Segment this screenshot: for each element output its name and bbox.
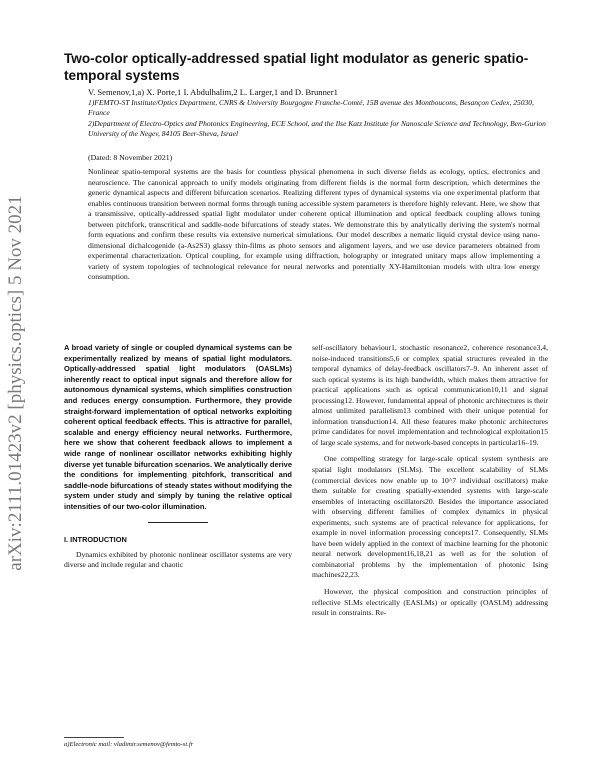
separator-rule [148,522,208,523]
body-paragraph: self-oscillatory behaviour1, stochastic resonance2, coherence resonance3,4, noise-induced transitions5,6 or complex spatial structures revealed in the temporal dynamics of delay-feedback oscillators7–9. An inherent asset of such optical systems is its high bandwidth, which makes them attractive for practical applications such as optical communication10,11 and signal processing12. However, fundamental appeal of photonic architectures is their almost unlimited parallelism13 combined with their unique potential for information transduction14. All these features make photonic architectures prime candidates for novel implementation and technological exploitation15 of large scale systems, and for network-based concepts in particular16–19. [312,343,548,447]
paper-title: Two-color optically-addressed spatial light modulator as generic spatio-temporal systems [64,51,529,83]
section-heading: I. INTRODUCTION [64,534,127,544]
left-column [64,343,292,571]
right-column [312,343,548,625]
author-list: V. Semenov,1,a) X. Porte,1 I. Abdulhalim,2 L. Larger,1 and D. Brunner1 [88,87,338,97]
body-paragraph: However, the physical composition and construction principles of reflective SLMs electrically (EASLMs) or optically (OASLM) addressing result in constraints. Re- [312,587,548,618]
intro-paragraph: Dynamics exhibited by photonic nonlinear oscillator systems are very diverse and include regular and chaotic [64,549,292,570]
affiliations [88,98,548,139]
date-line: (Dated: 8 November 2021) [88,153,173,162]
body-paragraph: One compelling strategy for large-scale optical system synthesis are spatial light modulators (SLMs). The excellent scalability of SLMs (commercial devices now enable up to 10^7 individual oscillators) make them suitable for creating spatially-extended systems with large-scale ensembles of interacting oscillators20. Besides the importance associated with observing different families of complex dynamics in physical experiments, such systems are of practical relevance for applications, for example in novel information processing concepts17. Consequently, SLMs have been widely applied in the context of machine learning for the photonic neural network development16,18,21 as well as for the solution of combinatorial problems by the implementation of photonic Ising machines22,23. [312,454,548,580]
affiliation-1: 1)FEMTO-ST Institute/Optics Department, CNRS & University Bourgogne Franche-Comté, 15B avenue des Montboucons, Besançon Cedex, 25030, France [88,98,534,118]
affiliation-2: 2)Department of Electro-Optics and Photonics Engineering, ECE School, and the Ilse Katz Institute for Nanoscale Science and Technology, Ben-Gurion University of the Negev, 84105 Beer-Sheva, Israel [88,118,546,138]
footnote: a)Electronic mail: vladimir.semenov@femto-st.fr [64,741,194,748]
lead-paragraph: A broad variety of single or coupled dynamical systems can be experimentally realized by means of spatial light modulators. Optically-addressed spatial light modulators (OASLMs) inherently react to optical input signals and therefore allow for autonomous dynamical systems, which simplifies construction and reduces energy consumption. Furthermore, they provide straight-forward implementation of optical networks exploiting coherent optical feedback effects. This is attractive for parallel, scalable and energy efficiency neural networks. Furthermore, here we show that coherent feedback allows to implement a wide range of nonlinear oscillator networks exhibiting highly diverse yet tunable bifurcation scenarios. We analytically derive the conditions for implementing pitchfork, transcritical and saddle-node bifurcations of steady states without modifying the system under study and simply by tuning the relative optical intensities of our two-color illumination. [64,343,292,511]
abstract: Nonlinear spatio-temporal systems are the basis for countless physical phenomena in such diverse fields as ecology, optics, electronics and neuroscience. The canonical approach to unify models originating from different fields is the normal form description, which determines the generic dynamical aspects and different bifurcation scenarios. Realizing different types of dynamical systems via one experimental platform that enables continuous transition between normal forms through tuning accessible system parameters is therefore highly relevant. Here, we show that a transmissive, optically-addressed spatial light modulator under coherent optical illumination and optical feedback coupling allows tuning between pitchfork, transcritical and saddle-node bifurcations of steady states. We demonstrate this by analytically deriving the system's normal form equations and confirm these results via extensive numerical simulations. Our model describes a nematic liquid crystal device using nano-dimensional dichalcogenide (a-As2S3) glassy thin-films as photo sensors and alignment layers, and we use device parameters obtained from experimental characterization. Optical coupling, for example using diffraction, holography or integrated unitary maps allow implementing a variety of system topologies of technological relevance for neural networks and potentially XY-Hamiltonian models with ultra low energy consumption. [88,167,540,281]
arxiv-identifier: arXiv:2111.01423v2 [physics.optics] 5 Nov 2021 [5,195,26,571]
footnote-rule [64,737,124,738]
